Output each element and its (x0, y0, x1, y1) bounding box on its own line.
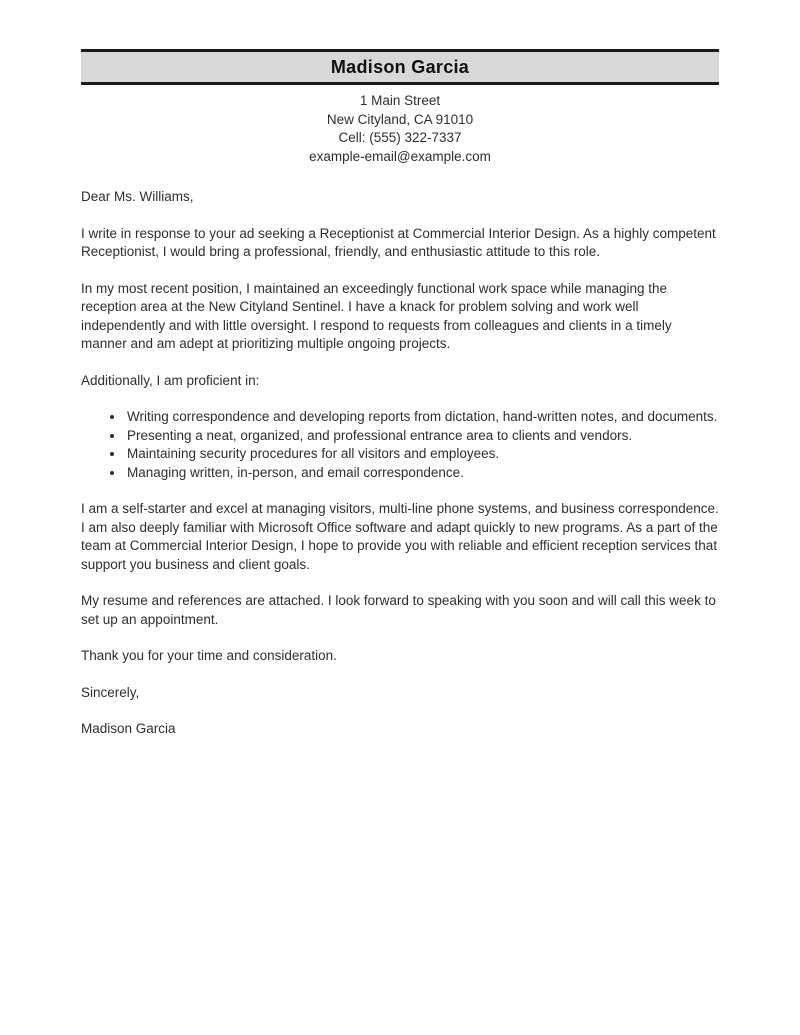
paragraph-followup: My resume and references are attached. I look forward to speaking with you soon and will call this week to set up an appointment. (81, 593, 716, 627)
paragraph-intro: I write in response to your ad seeking a Receptionist at Commercial Interior Design. As a highly competent Receptionist, I would bring a professional, friendly, and enthusiastic attitude to this role. (81, 225, 716, 259)
address-line-1: 1 Main Street (359, 93, 441, 108)
skills-list (81, 408, 719, 482)
phone-line: Cell: (555) 322-7337 (338, 130, 462, 145)
applicant-name: Madison Garcia (330, 57, 470, 77)
address-line-2: New Cityland, CA 91010 (326, 111, 474, 127)
bullet-intro: Additionally, I am proficient in: (81, 372, 260, 388)
skill-item: • Maintaining security procedures for all visitors and employees. (125, 445, 719, 464)
skill-item: • Managing written, in-person, and email correspondence. (125, 464, 719, 483)
salutation: Dear Ms. Williams, (81, 189, 194, 204)
signature-name: Madison Garcia (81, 721, 176, 736)
skill-item: • Presenting a neat, organized, and professional entrance area to clients and vendors. (125, 427, 719, 446)
paragraph-strengths: I am a self-starter and excel at managing visitors, multi-line phone systems, and business correspondence. I am also deeply familiar with Microsoft Office software and adapt quickly to new programs. As a part of the team at Commercial Interior Design, I hope to provide you with reliable and efficient reception services that support you business and client goals. (81, 501, 719, 572)
thanks-line: Thank you for your time and consideration. (81, 648, 337, 663)
letter-body (81, 188, 719, 739)
valediction: Sincerely, (81, 684, 140, 700)
paragraph-experience: In my most recent position, I maintained an exceedingly functional work space while managing the reception area at the New Cityland Sentinel. I have a knack for problem solving and work well independently and with little oversight. I respond to requests from colleagues and clients in a timely manner and am adept at prioritizing multiple ongoing projects. (81, 280, 672, 351)
email-line: example-email@example.com (309, 148, 491, 164)
letter-header-band (81, 49, 719, 85)
skill-item: • Writing correspondence and developing reports from dictation, hand-written notes, and documents. (125, 408, 719, 427)
contact-block (0, 92, 800, 166)
